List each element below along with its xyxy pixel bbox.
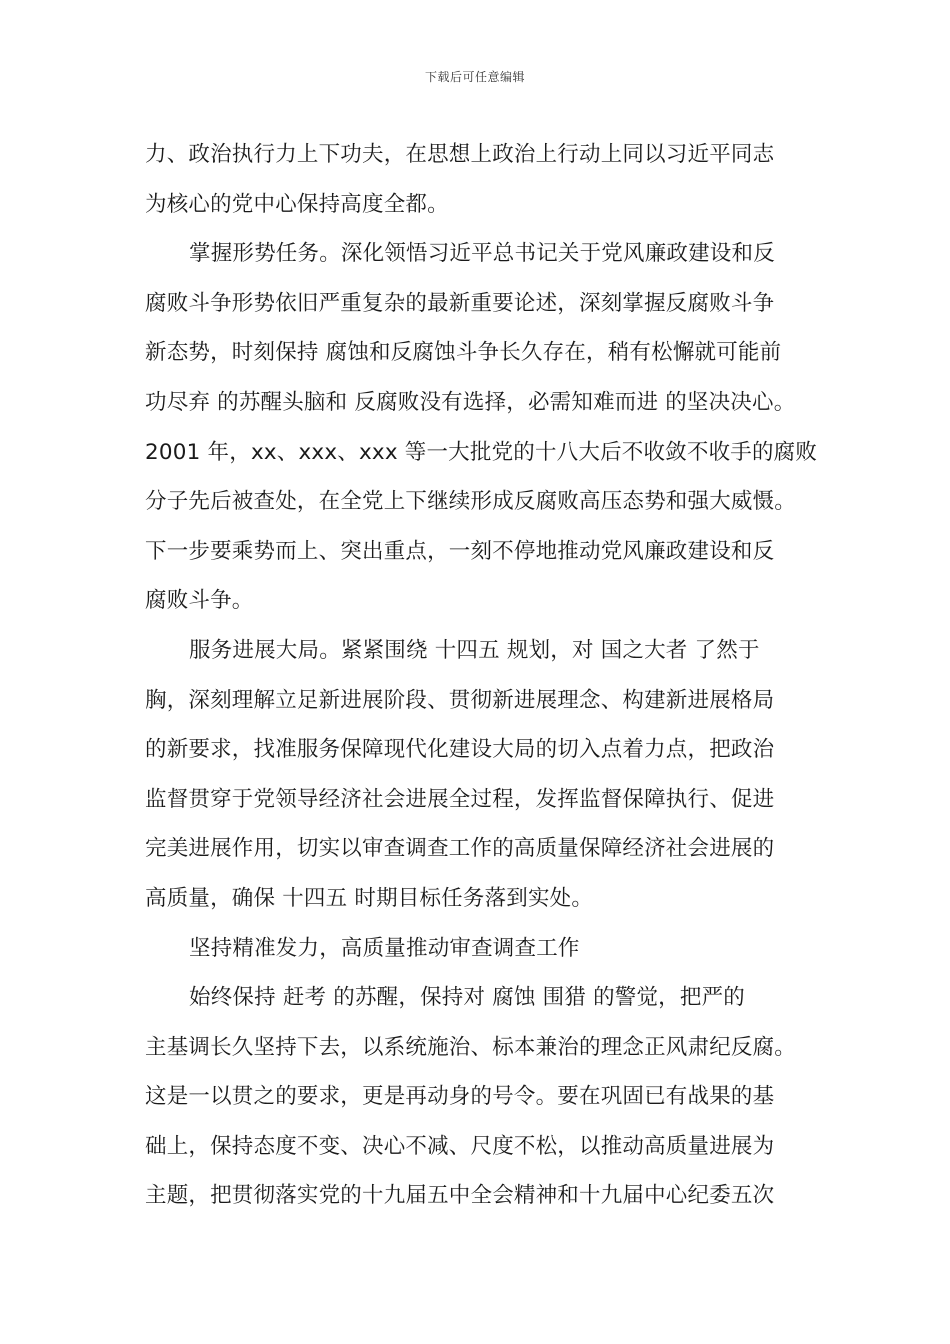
paragraph-start-line: 始终保持 赶考 的苏醒，保持对 腐蚀 围猎 的警觉，把严的 (189, 985, 745, 1011)
text-line: 的新要求，找准服务保障现代化建设大局的切入点着力点，把政治 (145, 737, 775, 763)
section-heading-line: 坚持精准发力，高质量推动审查调查工作 (189, 935, 580, 961)
text-line: 这是一以贯之的要求，更是再动身的号令。要在巩固已有战果的基 (145, 1084, 775, 1110)
text-line: 下一步要乘势而上、突出重点，一刻不停地推动党风廉政建设和反 (145, 538, 775, 564)
paragraph-start-line: 服务进展大局。紧紧围绕 十四五 规划，对 国之大者 了然于 (189, 637, 760, 663)
text-line: 主基调长久坚持下去，以系统施治、标本兼治的理念正风肃纪反腐。 (145, 1034, 797, 1060)
page-header: 下载后可任意编辑 (424, 70, 525, 84)
text-line: 腐败斗争形势依旧严重复杂的最新重要论述，深刻掌握反腐败斗争 (145, 290, 775, 316)
document-body (145, 130, 818, 1221)
text-line: 新态势，时刻保持 腐蚀和反腐蚀斗争长久存在，稍有松懈就可能前 (145, 340, 782, 366)
text-line: 主题，把贯彻落实党的十九届五中全会精神和十九届中心纪委五次 (145, 1183, 775, 1209)
text-line: 高质量，确保 十四五 时期目标任务落到实处。 (145, 885, 594, 911)
paragraph-start-line: 掌握形势任务。深化领悟习近平总书记关于党风廉政建设和反 (189, 241, 775, 267)
text-line: 力、政治执行力上下功夫，在思想上政治上行动上同以习近平同志 (145, 142, 775, 167)
text-line: 完美进展作用，切实以审查调查工作的高质量保障经济社会进展的 (145, 836, 775, 862)
text-line: 础上，保持态度不变、决心不减、尺度不松，以推动高质量进展为 (145, 1133, 775, 1159)
text-line: 胸，深刻理解立足新进展阶段、贯彻新进展理念、构建新进展格局 (145, 687, 775, 713)
text-line: 为核心的党中心保持高度全都。 (145, 191, 449, 217)
text-line: 2001 年，xx、xxx、xxx 等一大批党的十八大后不收敛不收手的腐败 (145, 439, 818, 465)
text-line: 监督贯穿于党领导经济社会进展全过程，发挥监督保障执行、促进 (145, 786, 775, 812)
text-line: 功尽弃 的苏醒头脑和 反腐败没有选择，必需知难而进 的坚决决心。 (145, 389, 796, 415)
text-line: 腐败斗争。 (145, 588, 254, 614)
text-line: 分子先后被查处，在全党上下继续形成反腐败高压态势和强大威慑。 (145, 489, 797, 515)
